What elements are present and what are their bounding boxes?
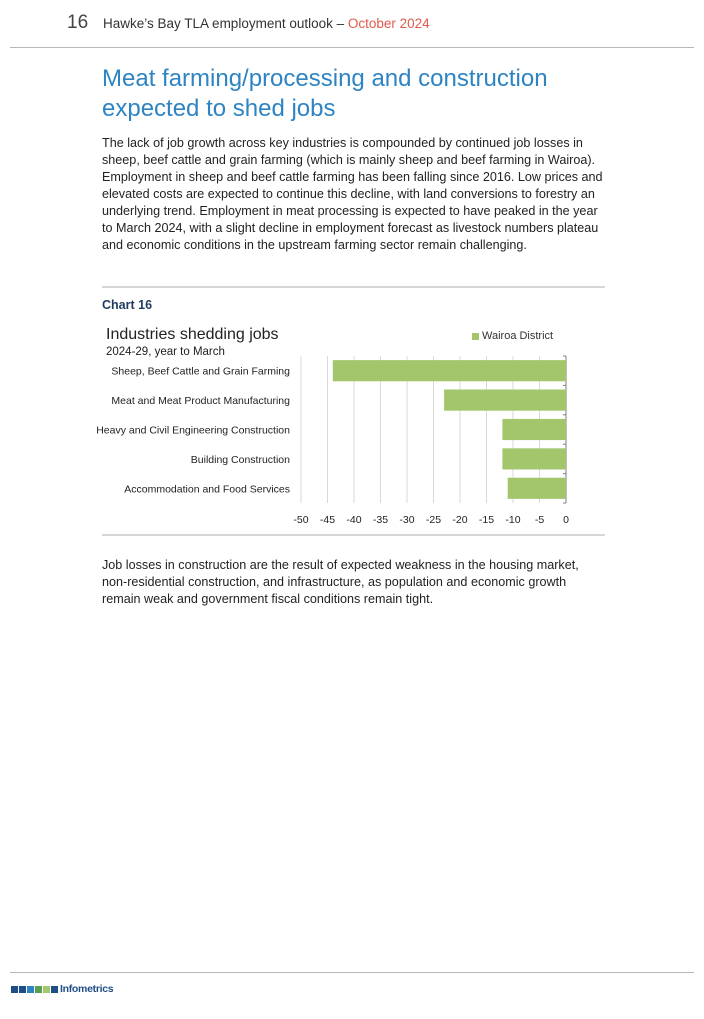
x-tick-label: -50 [293, 514, 309, 526]
chart-subtitle: 2024-29, year to March [106, 346, 225, 358]
page-number: 16 [67, 12, 89, 33]
logo-block [11, 986, 18, 993]
legend-label: Wairoa District [482, 330, 554, 342]
category-label: Meat and Meat Product Manufacturing [111, 395, 290, 408]
category-label: Sheep, Beef Cattle and Grain Farming [111, 365, 290, 378]
header-title: Hawke’s Bay TLA employment outlook – [103, 16, 348, 31]
logo-blocks [11, 986, 58, 993]
category-label: Heavy and Civil Engineering Construction [96, 424, 290, 437]
bar [508, 478, 566, 499]
infometrics-logo [11, 983, 113, 995]
footer-divider [10, 972, 694, 973]
logo-block [35, 986, 42, 993]
chart-title: Industries shedding jobs [106, 326, 279, 343]
x-tick-label: -5 [534, 514, 545, 526]
bar [502, 419, 566, 440]
body-paragraph-2: Job losses in construction are the result of expected weakness in the housing market, non-residential construction, and infrastructure, as population and economic growth remain weak and government fiscal conditions remain tight. [102, 558, 579, 606]
section-title: Meat farming/processing and construction expected to shed jobs [102, 65, 548, 122]
bar [333, 360, 566, 381]
logo-block [19, 986, 26, 993]
logo-text: Infometrics [60, 983, 114, 995]
logo-block [27, 986, 34, 993]
bar [502, 448, 566, 469]
logo-block [51, 986, 58, 993]
x-tick-label: -35 [372, 514, 389, 526]
x-tick-label: -15 [478, 514, 495, 526]
chart-bottom-divider [102, 534, 605, 536]
x-tick-label: 0 [563, 514, 569, 526]
bar [444, 390, 566, 411]
x-tick-label: -20 [452, 514, 468, 526]
body-paragraph-1: The lack of job growth across key industries is compounded by continued job losses in sheep, beef cattle and grain farming (which is mainly sheep and beef farming in Wairoa). Employment in sheep and beef cattle farming has been falling since 2016. Low prices and elevated costs are expected to continue this decline, with land conversions to forestry an underlying trend. Employment in meat processing is expected to have peaked in the year to March 2024, with a slight decline in employment forecast as livestock numbers plateau and economic conditions in the upstream farming sector remain challenging. [102, 136, 603, 252]
x-tick-label: -10 [505, 514, 521, 526]
chart-label: Chart 16 [102, 298, 153, 312]
x-tick-label: -25 [425, 514, 442, 526]
logo-block [43, 986, 50, 993]
header-date: October 2024 [347, 16, 430, 31]
x-tick-label: -45 [319, 514, 336, 526]
x-tick-label: -30 [399, 514, 415, 526]
x-tick-label: -40 [346, 514, 362, 526]
category-label: Building Construction [190, 453, 290, 466]
category-label: Accommodation and Food Services [124, 483, 290, 496]
